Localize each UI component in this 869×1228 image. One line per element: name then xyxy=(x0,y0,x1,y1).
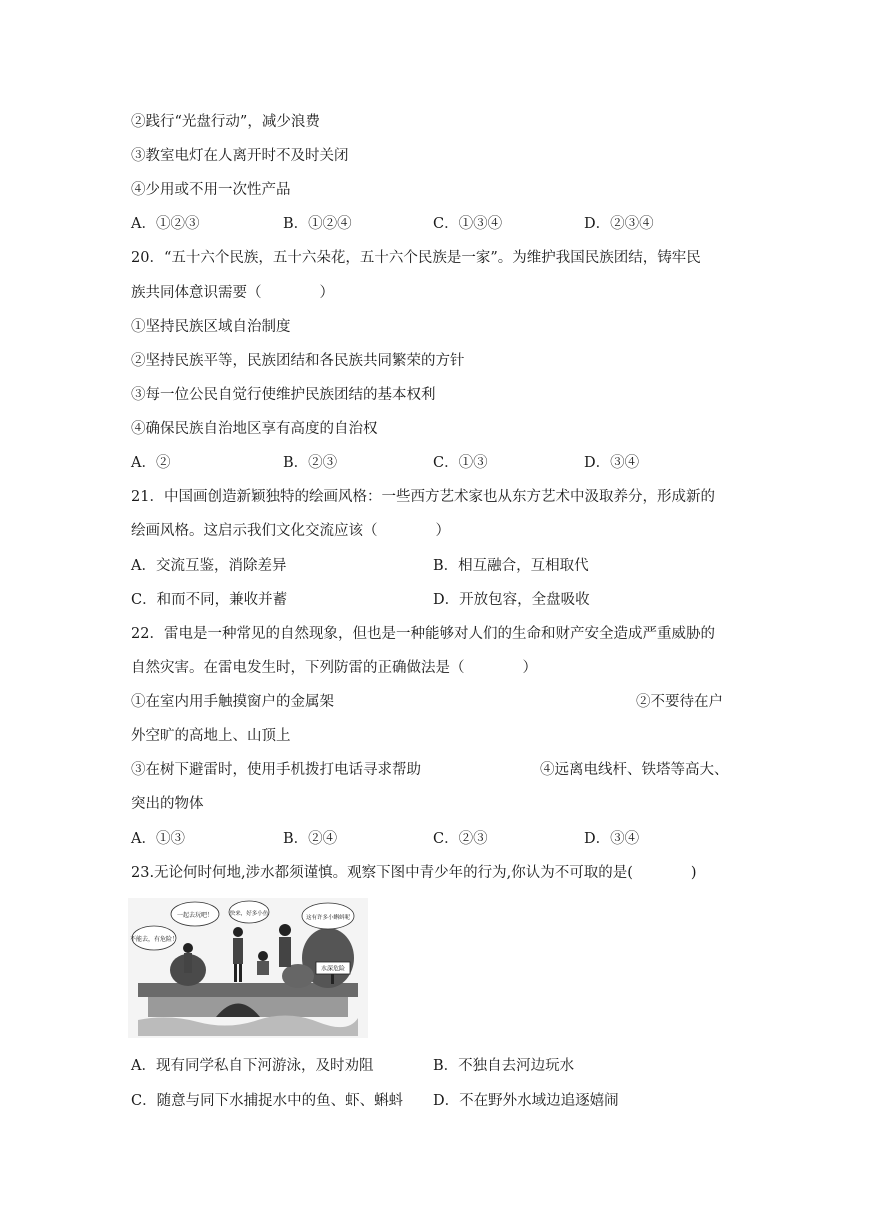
q23-option-c: C．随意与同下水捕捉水中的鱼、虾、蝌蚪 xyxy=(131,1093,404,1109)
q19-option-b: B．①②④ xyxy=(283,216,352,232)
bubble-text-3: 快来，好多小鱼 xyxy=(229,911,269,917)
q22-option-b: B．②④ xyxy=(283,831,338,847)
bubble-text-2: 一起去玩吧！ xyxy=(176,912,214,919)
q22-statement-1: ①在室内用手触摸窗户的金属架 xyxy=(131,694,334,710)
q19-option-c: C．①③④ xyxy=(433,216,503,232)
river-safety-illustration xyxy=(128,898,368,1038)
q20-option-c: C．①③ xyxy=(433,455,488,471)
q20-option-a: A．② xyxy=(131,455,171,471)
line-item-3: ③教室电灯在人离开时不及时关闭 xyxy=(131,148,349,164)
q20-statement-2: ②坚持民族平等，民族团结和各民族共同繁荣的方针 xyxy=(131,353,465,369)
bubble-text-1: 不能去，有危险！ xyxy=(129,936,179,943)
q22-statement-3: ③在树下避雷时，使用手机拨打电话寻求帮助 xyxy=(131,762,421,778)
q22-option-c: C．②③ xyxy=(433,831,488,847)
q19-option-d: D．②③④ xyxy=(584,216,654,232)
q22-statement-2b: 外空旷的高地上、山顶上 xyxy=(131,728,291,744)
q22-statement-4a: ④远离电线杆、铁塔等高大、 xyxy=(540,762,729,778)
q20-statement-1: ①坚持民族区域自治制度 xyxy=(131,319,291,335)
q21-option-a: A．交流互鉴，消除差异 xyxy=(131,558,287,574)
q21-option-b: B．相互融合，互相取代 xyxy=(433,558,589,574)
q22-option-d: D．③④ xyxy=(584,831,640,847)
q22-option-a: A．①③ xyxy=(131,831,185,847)
danger-sign-text: 水深危险 xyxy=(320,965,346,973)
q22-stem-1: 22．雷电是一种常见的自然现象，但也是一种能够对人们的生命和财产安全造成严重威胁的 xyxy=(131,626,715,642)
q22-stem-2: 自然灾害。在雷电发生时，下列防雷的正确做法是（ ） xyxy=(131,660,537,676)
q20-stem-2: 族共同体意识需要（ ） xyxy=(131,285,334,301)
q23-option-a: A．现有同学私自下河游泳，及时劝阻 xyxy=(131,1058,374,1074)
q19-option-a: A．①②③ xyxy=(131,216,200,232)
q20-statement-4: ④确保民族自治地区享有高度的自治权 xyxy=(131,421,378,437)
q22-statement-4b: 突出的物体 xyxy=(131,796,204,812)
q22-statement-2a: ②不要待在户 xyxy=(636,694,723,710)
q20-statement-3: ③每一位公民自觉行使维护民族团结的基本权利 xyxy=(131,387,436,403)
q23-option-d: D．不在野外水域边追逐嬉闹 xyxy=(433,1093,619,1109)
q23-option-b: B．不独自去河边玩水 xyxy=(433,1058,575,1074)
q23-stem: 23.无论何时何地,涉水都须谨慎。观察下图中青少年的行为,你认为不可取的是( ) xyxy=(131,865,697,881)
q20-stem-1: 20．“五十六个民族，五十六朵花，五十六个民族是一家”。为维护我国民族团结，铸牢民 xyxy=(131,250,701,266)
line-item-2: ②践行“光盘行动”，减少浪费 xyxy=(131,114,320,130)
q20-option-b: B．②③ xyxy=(283,455,338,471)
q21-option-c: C．和而不同，兼收并蓄 xyxy=(131,592,288,608)
q21-stem-1: 21．中国画创造新颖独特的绘画风格：一些西方艺术家也从东方艺术中汲取养分，形成新的 xyxy=(131,489,715,505)
q21-stem-2: 绘画风格。这启示我们文化交流应该（ ） xyxy=(131,523,450,539)
q21-option-d: D．开放包容，全盘吸收 xyxy=(433,592,590,608)
line-item-4: ④少用或不用一次性产品 xyxy=(131,182,291,198)
bubble-text-4: 这有许多小蝌蚪呢 xyxy=(305,915,351,921)
q20-option-d: D．③④ xyxy=(584,455,640,471)
